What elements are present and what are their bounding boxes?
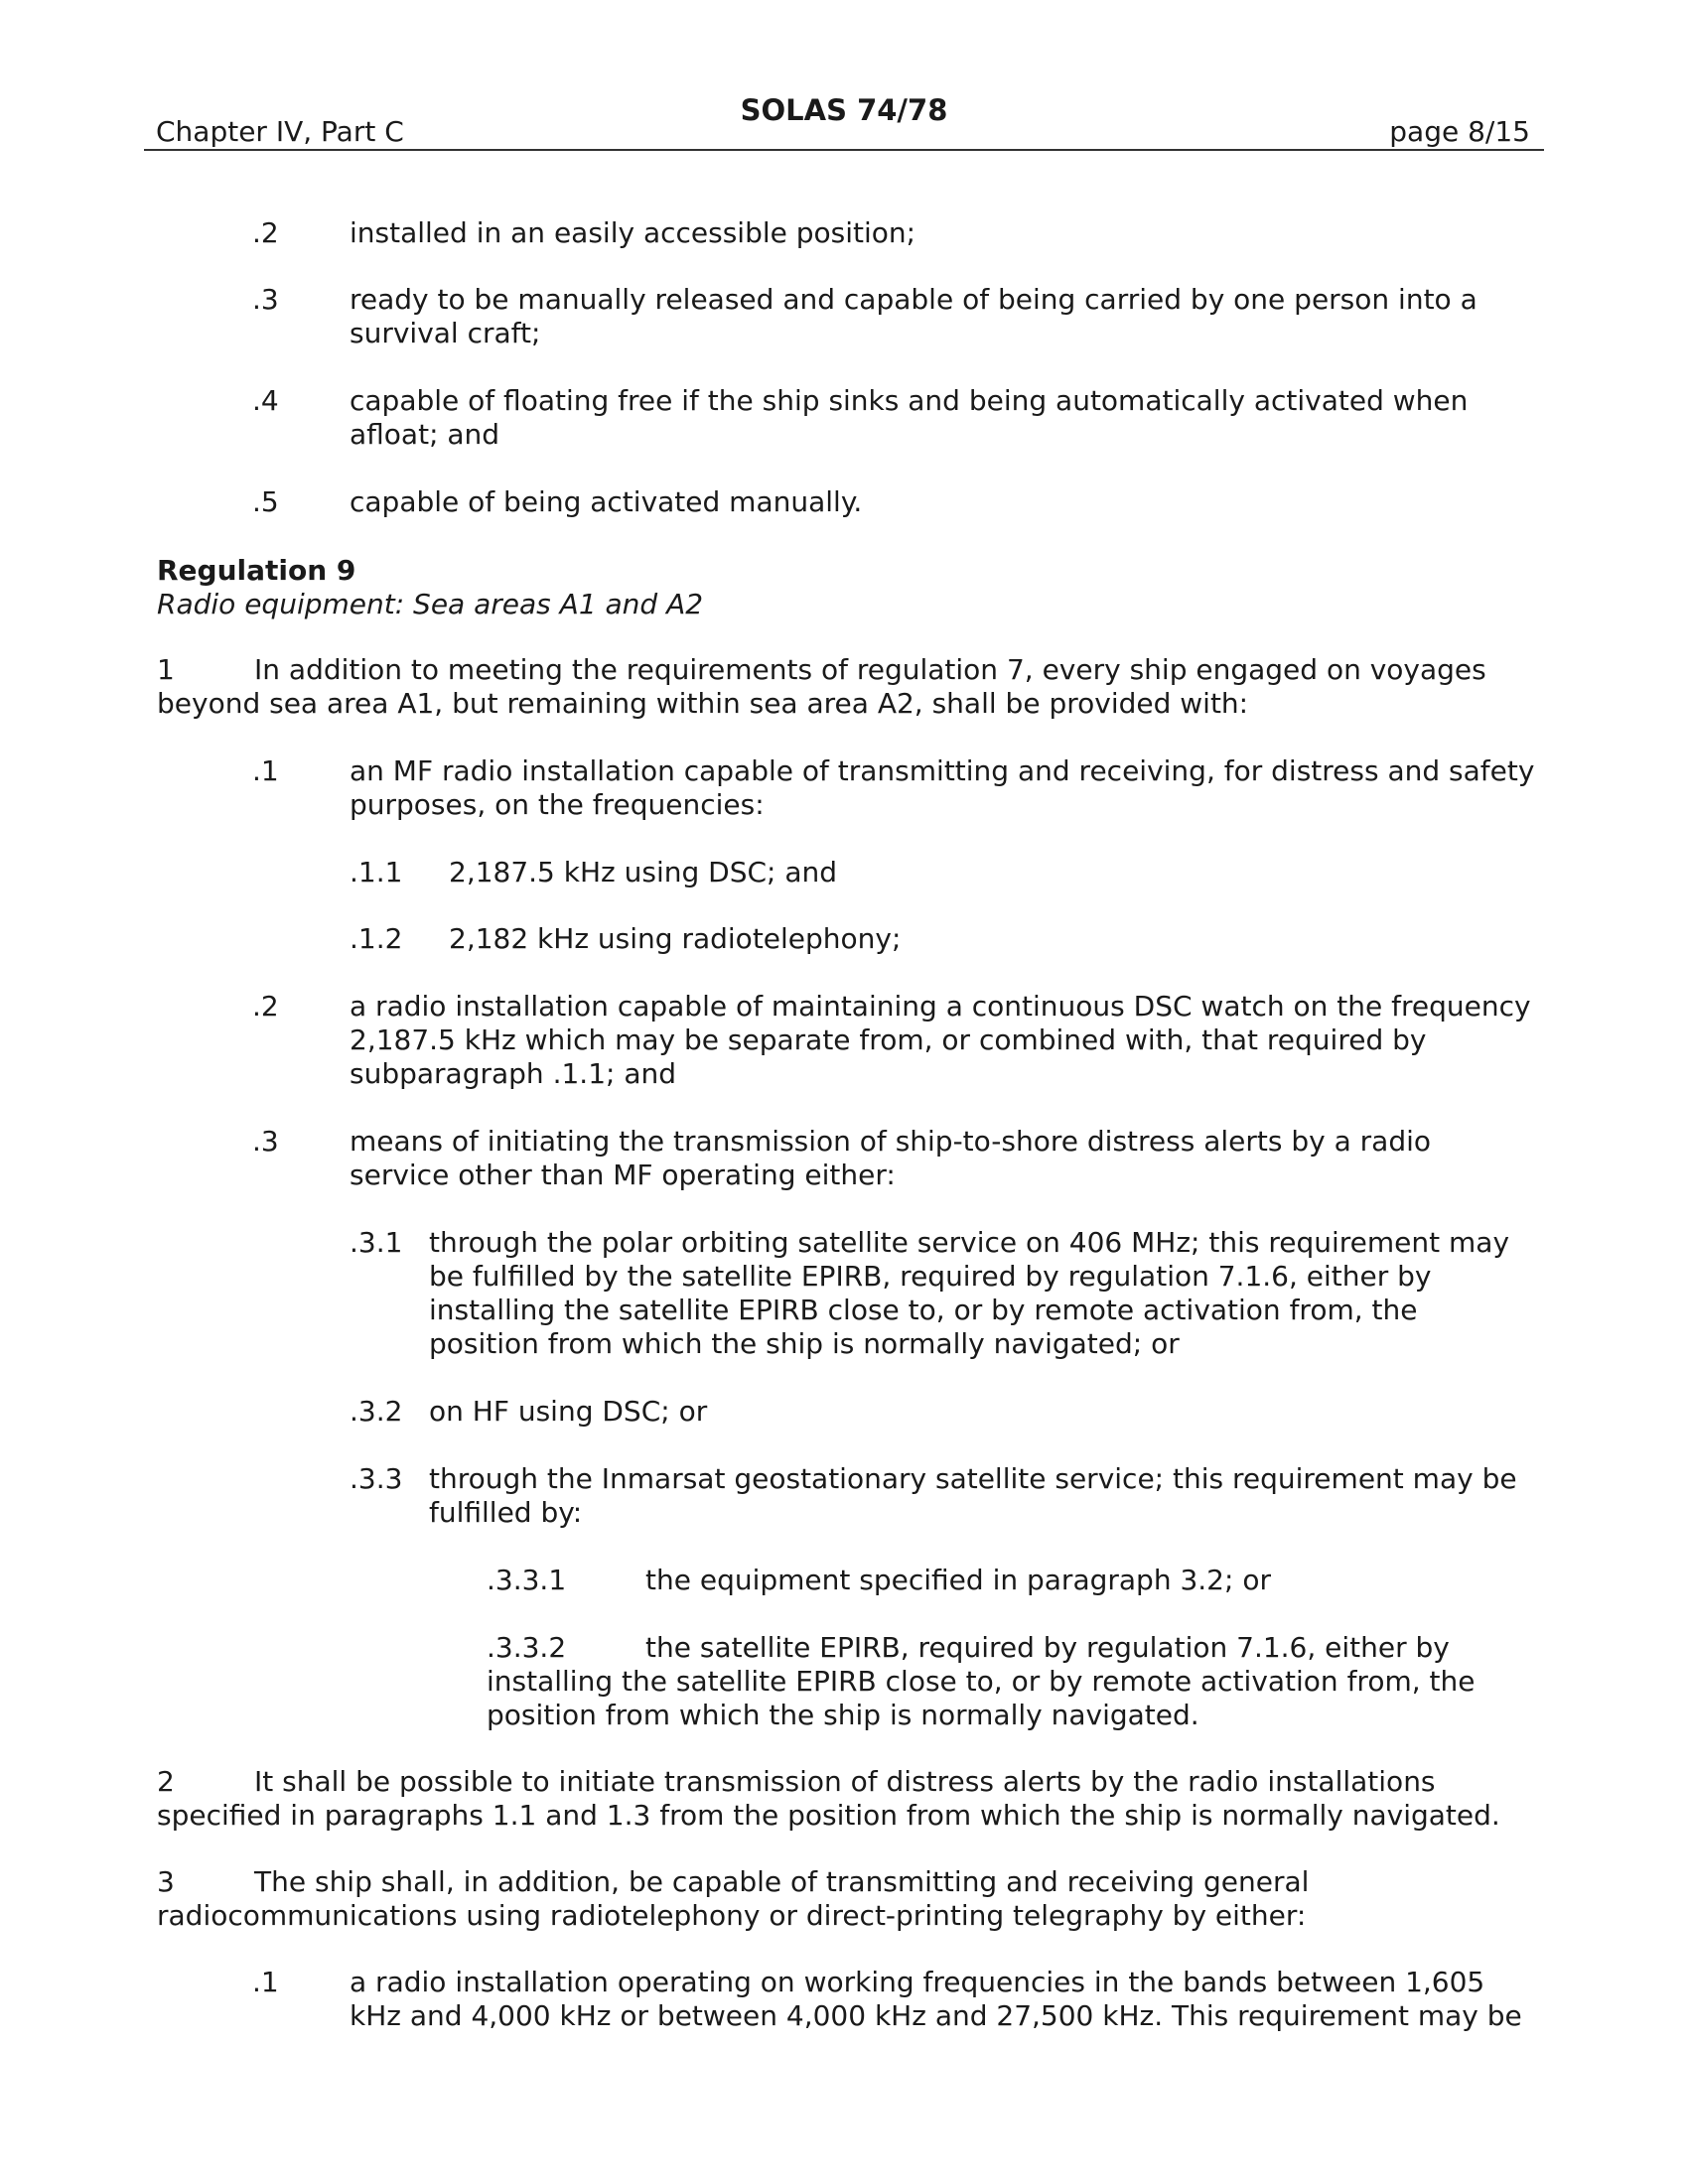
text-line: a radio installation operating on working frequencies in the bands between 1,605 — [350, 1966, 1485, 1998]
item-text — [645, 1564, 1539, 1597]
item-text — [350, 384, 1541, 452]
text-line: service other than MF operating either: — [350, 1159, 896, 1191]
text-line: the equipment specified in paragraph 3.2; or — [645, 1564, 1271, 1596]
item-number: .3 — [252, 1125, 279, 1158]
item-number: .2 — [252, 216, 279, 249]
item-text — [487, 1631, 1479, 1732]
text-line: be fulfilled by the satellite EPIRB, required by regulation 7.1.6, either by — [429, 1260, 1432, 1293]
text-line: on HF using DSC; or — [429, 1395, 708, 1428]
item-text — [449, 922, 1442, 956]
text-line: The ship shall, in addition, be capable of transmitting and receiving general — [254, 1865, 1310, 1898]
regulation-title: Regulation 9 — [157, 554, 356, 587]
item-number: .5 — [252, 485, 279, 518]
text-line: radiocommunications using radiotelephony or direct-printing telegraphy by either: — [157, 1899, 1307, 1932]
text-line: 2,187.5 kHz using DSC; and — [449, 856, 838, 888]
text-line: through the Inmarsat geostationary satellite service; this requirement may be — [429, 1462, 1517, 1495]
item-number: .1 — [252, 754, 279, 787]
item-text — [429, 1226, 1601, 1361]
text-line: subparagraph .1.1; and — [350, 1057, 677, 1090]
item-number: .3.3.2 — [487, 1631, 567, 1664]
text-line: a radio installation capable of maintaining a continuous DSC watch on the frequency — [350, 990, 1531, 1023]
item-number: .3 — [252, 283, 279, 316]
list-item — [487, 1631, 1479, 1732]
item-number: .3.1 — [350, 1226, 403, 1259]
item-number: .1.2 — [350, 922, 403, 955]
item-text — [429, 1462, 1601, 1530]
text-line: In addition to meeting the requirements of regulation 7, every ship engaged on voyages — [254, 653, 1486, 686]
item-number: .1.1 — [350, 856, 403, 888]
text-line: installing the satellite EPIRB close to, or by remote activation from, the — [429, 1294, 1418, 1326]
item-text — [350, 216, 1541, 250]
item-number: .3.3 — [350, 1462, 403, 1495]
paragraph-2 — [157, 1765, 1547, 1833]
item-text — [350, 485, 1541, 519]
item-number: .3.2 — [350, 1395, 403, 1428]
text-line: installed in an easily accessible position; — [350, 216, 916, 249]
text-line: It shall be possible to initiate transmission of distress alerts by the radio installations — [254, 1765, 1436, 1798]
item-text — [350, 1125, 1591, 1192]
item-number: .2 — [252, 990, 279, 1023]
paragraph-3 — [157, 1865, 1547, 1933]
text-line: kHz and 4,000 kHz or between 4,000 kHz and 27,500 kHz. This requirement may be — [350, 1999, 1522, 2032]
paragraph-1 — [157, 653, 1547, 721]
paragraph-number: 2 — [157, 1765, 175, 1798]
text-line: the satellite EPIRB, required by regulation 7.1.6, either by — [645, 1631, 1450, 1664]
item-number: .4 — [252, 384, 279, 417]
text-line: position from which the ship is normally navigated; or — [429, 1327, 1180, 1360]
text-line: purposes, on the frequencies: — [350, 788, 765, 821]
text-line: 2,182 kHz using radiotelephony; — [449, 922, 902, 955]
item-text — [350, 1966, 1591, 2033]
text-line: 2,187.5 kHz which may be separate from, or combined with, that required by — [350, 1024, 1427, 1056]
document-title: SOLAS 74/78 — [740, 93, 948, 127]
text-line: position from which the ship is normally navigated. — [487, 1699, 1199, 1731]
page-number: page 8/15 — [1389, 115, 1530, 148]
text-line: capable of floating free if the ship sinks and being automatically activated when — [350, 384, 1469, 417]
text-line: beyond sea area A1, but remaining within sea area A2, shall be provided with: — [157, 687, 1249, 720]
item-text — [350, 990, 1591, 1091]
chapter-label: Chapter IV, Part C — [156, 115, 404, 148]
text-line: specified in paragraphs 1.1 and 1.3 from the position from which the ship is normally navigated. — [157, 1799, 1500, 1832]
text-line: fulfilled by: — [429, 1496, 583, 1529]
item-number: .3.3.1 — [487, 1564, 567, 1596]
item-text — [449, 856, 1442, 889]
text-line: installing the satellite EPIRB close to, or by remote activation from, the — [487, 1665, 1476, 1698]
paragraph-number: 1 — [157, 653, 175, 686]
text-line: afloat; and — [350, 418, 500, 451]
text-line: survival craft; — [350, 317, 541, 349]
page-header — [144, 93, 1544, 151]
item-number: .1 — [252, 1966, 279, 1998]
paragraph-number: 3 — [157, 1865, 175, 1898]
item-text — [350, 283, 1541, 350]
regulation-subtitle: Radio equipment: Sea areas A1 and A2 — [157, 588, 704, 620]
text-line: ready to be manually released and capable of being carried by one person into a — [350, 283, 1477, 316]
text-line: means of initiating the transmission of ship-to-shore distress alerts by a radio — [350, 1125, 1432, 1158]
item-text — [350, 754, 1591, 822]
text-line: through the polar orbiting satellite service on 406 MHz; this requirement may — [429, 1226, 1510, 1259]
text-line: an MF radio installation capable of transmitting and receiving, for distress and safety — [350, 754, 1535, 787]
text-line: capable of being activated manually. — [350, 485, 863, 518]
item-text — [429, 1395, 1422, 1429]
